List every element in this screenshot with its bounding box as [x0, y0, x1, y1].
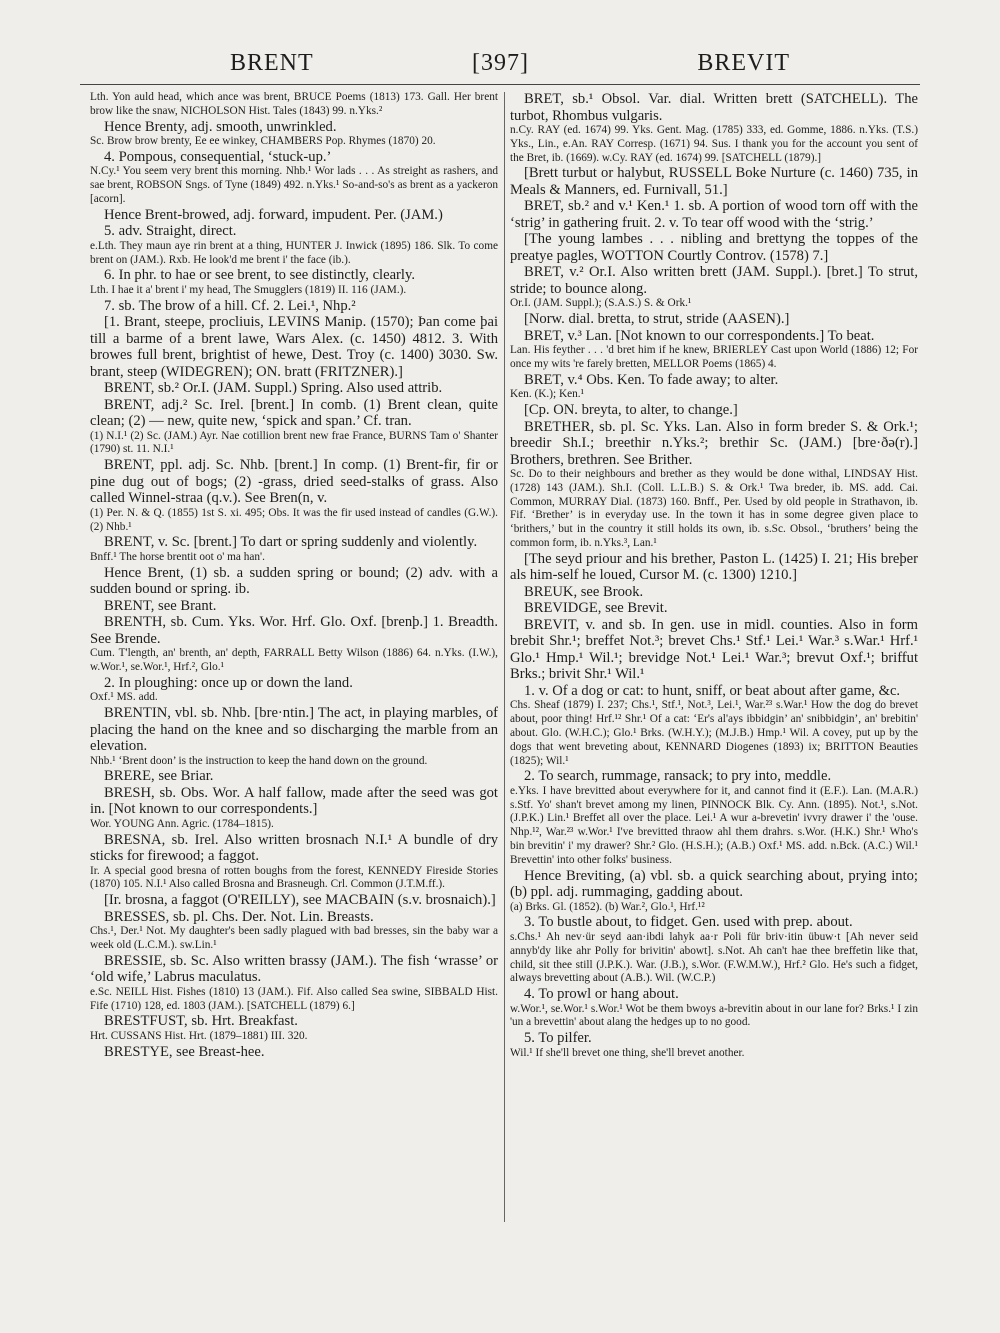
entry-paragraph: BRET, v.² Or.I. Also written brett (JAM. Suppl.). [bret.] To strut, stride; to bounce along. [510, 264, 918, 297]
entry-paragraph: 1. v. Of a dog or cat: to hunt, sniff, or beat about after game, &c. [524, 682, 901, 699]
citation-paragraph: Oxf.¹ MS. add. [90, 691, 158, 704]
entry-paragraph: BREUK, see Brook. [524, 583, 644, 600]
entry-paragraph: BREVIT, v. and sb. In gen. use in midl. counties. Also in form brebit Shr.¹; breffet Not.³; brevet Chs.¹ Stf.¹ Lei.¹ War.³ s.War.¹ Hrf.¹ Glo.¹ Hmp.¹ Wil.¹; brevidge Not.¹ Lei.¹ War.³; brevut Oxf.¹; briffut Brks.; brivit Shr.¹ Wil.¹ [510, 616, 918, 683]
entry-paragraph: BRET, sb.² and v.¹ Ken.¹ 1. sb. A portion of wood torn off with the ‘strig’ in gathering fruit. 2. v. To tear off wood with the ‘strig.’ [510, 198, 918, 231]
left-column [90, 91, 498, 1231]
entry-paragraph: 3. To bustle about, to fidget. Gen. used with prep. about. [524, 914, 853, 931]
running-header [80, 50, 920, 82]
entry-paragraph: BRESSIE, sb. Sc. Also written brassy (JAM.). The fish ‘wrasse’ or ‘old wife,’ Labrus maculatus. [90, 952, 498, 986]
entry-paragraph: Hence Breviting, (a) vbl. sb. a quick searching about, prying into; (b) ppl. adj. rummaging, gadding about. [510, 867, 918, 901]
citation-paragraph: Ir. A special good bresna of rotten boughs from the forest, KENNEDY Fireside Stories (1870) 105. N.I.¹ Also called Brosna and Brasneugh. Crl. Common (J.T.M.ff.). [90, 864, 498, 891]
entry-paragraph: BRENT, see Brant. [104, 597, 217, 614]
entry-paragraph: BRESNA, sb. Irel. Also written brosnach N.I.¹ A bundle of dry sticks for firewood; a faggot. [90, 831, 498, 865]
entry-paragraph: BRENT, ppl. adj. Sc. Nhb. [brent.] In comp. (1) Brent-fir, fir or pine dug out of bogs; (2) -grass, dried seed-stalks of grass. Also called Winnel-straa (q.v.). See Bren(n, v. [90, 457, 498, 507]
entry-paragraph: BRET, v.⁴ Obs. Ken. To fade away; to alter. [524, 371, 779, 388]
citation-paragraph: Chs.¹, Der.¹ Not. My daughter's been sadly plagued with bad bresses, sin the baby war a week old (L.C.M.). sw.Lin.¹ [90, 925, 498, 952]
entry-paragraph: BRESH, sb. Obs. Wor. A half fallow, made after the seed was got in. [Not known to our correspondents.] [90, 784, 498, 818]
citation-paragraph: s.Chs.¹ Ah nev·ür seyd aan·ibdi lahyk aa·r Poli für briv·itin übuw·t [Ah never seid annyb'dy like ahr Polly for brivitin' abowt]. s.Not. Ah can't hae thee breffetin like that, child, sit thee still (J.P.K.). War. (J.B.), s.Wor. (F.W.M.W.), Hrf.² Glo. He's such a fidget, always brevetting about (A.B.). Wil. (W.C.P.) [510, 930, 918, 985]
entry-paragraph: BRENTIN, vbl. sb. Nhb. [bre·ntin.] The act, in playing marbles, of placing the hand on the knee and so discharging the marble from an elevation. [90, 705, 498, 755]
entry-paragraph: BRETHER, sb. pl. Sc. Yks. Lan. Also in form breder S. & Ork.¹; breedir Sh.I.; breethir n.Yks.²; brethir Sc. (JAM.) [bre·ðə(r).] Brothers, brethren. See Brither. [510, 418, 918, 468]
citation-paragraph: Cum. T'length, an' brenth, an' depth, FARRALL Betty Wilson (1886) 64. n.Yks. (I.W.), w.Wor.¹, se.Wor.¹, Hrf.², Glo.¹ [90, 647, 498, 673]
entry-paragraph: Hence Brenty, adj. smooth, unwrinkled. [104, 118, 337, 135]
column-divider [504, 92, 505, 1222]
citation-paragraph: e.Sc. NEILL Hist. Fishes (1810) 13 (JAM.). Fif. Also called Sea swine, SIBBALD Hist. Fife (1710) 128, ed. 1803 (JAM.). [SATCHELL (1879) 6.] [90, 985, 498, 1012]
header-right-headword: BREVIT [697, 50, 790, 76]
citation-paragraph: Or.I. (JAM. Suppl.); (S.A.S.) S. & Ork.¹ [510, 297, 692, 310]
entry-paragraph: [The young lambes . . . nibling and brettyng the toppes of the preatye pagles, WOTTON Courtly Controv. (1578) 7.] [510, 231, 918, 264]
header-rule [80, 84, 920, 85]
entry-paragraph: BRERE, see Briar. [104, 768, 214, 785]
entry-paragraph: [1. Brant, steepe, procliuis, LEVINS Manip. (1570); Þan come þai till a barme of a brent lawe, Wars Alex. (c. 1450) 4812. 3. With browes full brent, brightist of hewe, Dest. Troy (c. 1400) 3030. Sw. brant, steep (WIDEGREN); ON. bratt (FRITZNER).] [90, 314, 498, 380]
entry-paragraph: BREVIDGE, see Brevit. [524, 600, 668, 617]
citation-paragraph: Ken. (K.); Ken.¹ [510, 388, 584, 401]
entry-paragraph: BRENT, v. Sc. [brent.] To dart or spring suddenly and violently. [104, 534, 478, 551]
citation-paragraph: (a) Brks. Gl. (1852). (b) War.², Glo.¹, Hrf.¹² [510, 900, 705, 913]
entry-paragraph: Hence Brent-browed, adj. forward, impudent. Per. (JAM.) [104, 206, 443, 223]
entry-paragraph: 7. sb. The brow of a hill. Cf. 2. Lei.¹, Nhp.² [104, 297, 356, 314]
citation-paragraph: Sc. Do to their neighbours and brether as they would be done withal, LINDSAY Hist. (1728) 143 (JAM.). Sh.I. (Coll. L.L.B.) S. & Ork.¹ Twa breder, ib. MS. add. Cai. Common, MURRAY Dial. (1873) 160. Bnff., Per. Used by old people in Strathavon, ib. Fif. ‘Brether’ is in everyday use. In the town it has in some degree given place to ‘brithers,’ but in the country it still holds its own, ib. s.Sc. Obsol., ‘bruthers’ being the common form, ib. n.Yks.³, Lan.¹ [510, 468, 918, 550]
entry-paragraph: BRENT, sb.² Or.I. (JAM. Suppl.) Spring. Also used attrib. [104, 380, 443, 397]
entry-paragraph: 2. To search, rummage, ransack; to pry into, meddle. [524, 768, 832, 785]
entry-paragraph: 2. In ploughing: once up or down the land. [104, 674, 353, 691]
entry-paragraph: 5. adv. Straight, direct. [104, 223, 237, 240]
citation-paragraph: N.Cy.¹ You seem very brent this morning. Nhb.¹ Wor lads . . . As streight as rashers, and sae brent, ROBSON Sngs. of Tyne (1849) 492. n.Yks.¹ So-and-so's as brent as a yackeron [acorn]. [90, 165, 498, 205]
entry-paragraph: BRESSES, sb. pl. Chs. Der. Not. Lin. Breasts. [104, 908, 374, 925]
entry-paragraph: [The seyd priour and his brether, Paston L. (1425) I. 21; His breþer als him-self he loued, Cursor M. (c. 1300) 1210.] [510, 550, 918, 584]
header-left-headword: BRENT [230, 50, 314, 76]
entry-paragraph: BRET, sb.¹ Obsol. Var. dial. Written brett (SATCHELL). The turbot, Rhombus vulgaris. [510, 91, 918, 124]
citation-paragraph: Lan. His feyther . . . 'd bret him if he knew, BRIERLEY Cast upon World (1886) 12; For once my wits 're farely bretten, MELLOR Poems (1865) 4. [510, 344, 918, 370]
entry-paragraph: BRET, v.³ Lan. [Not known to our correspondents.] To beat. [524, 327, 875, 344]
citation-paragraph: Bnff.¹ The horse brentit oot o' ma han'. [90, 550, 265, 563]
right-column [510, 91, 918, 1231]
citation-paragraph: Lth. Yon auld head, which ance was brent, BRUCE Poems (1813) 173. Gall. Her brent brow like the snaw, NICHOLSON Hist. Tales (1843) 99. n.Yks.² [90, 91, 498, 117]
entry-paragraph: BRESTFUST, sb. Hrt. Breakfast. [104, 1013, 298, 1030]
entry-paragraph: BRESTYE, see Breast-hee. [104, 1043, 265, 1060]
entry-paragraph: [Cp. ON. breyta, to alter, to change.] [524, 402, 738, 419]
entry-paragraph: [Norw. dial. bretta, to strut, stride (AASEN).] [524, 311, 790, 328]
citation-paragraph: Wil.¹ If she'll brevet one thing, she'll brevet another. [510, 1046, 745, 1059]
entry-paragraph: [Ir. brosna, a faggot (O'REILLY), see MACBAIN (s.v. brosnaich).] [104, 892, 496, 909]
citation-paragraph: w.Wor.¹, se.Wor.¹ s.Wor.¹ Wot be them bwoys a-brevitin about in our lane for? Brks.¹ I zin 'un a brevettin' about alang the hedges up to no good. [510, 1002, 918, 1029]
entry-paragraph: 5. To pilfer. [524, 1030, 592, 1047]
citation-paragraph: n.Cy. RAY (ed. 1674) 99. Yks. Gent. Mag. (1785) 333, ed. Gomme, 1886. n.Yks. (T.S.) Yks., Lin., e.An. RAY Corresp. (1671) 94. Sus. I thank you for the account you sent of the Bret, ib. (1669). w.Cy. RAY (ed. 1674) 99. [SATCHELL (1879).] [510, 124, 918, 164]
citation-paragraph: Hrt. CUSSANS Hist. Hrt. (1879–1881) III. 320. [90, 1029, 308, 1042]
entry-paragraph: 4. Pompous, consequential, ‘stuck-up.’ [104, 148, 332, 165]
citation-paragraph: e.Yks. I have brevitted about everywhere for it, and cannot find it (E.F.). Lan. (M.A.R.) s.Stf. Yo' shan't brevet among my linen, PINNOCK Blk. Cy. Ann. (1895). Not.¹, s.Not. (J.P.K.) Lin.¹ Breffet all over the place. Lei.¹ A wur a-brevetin' ivvry drawer i' the 'ouse. Nhp.¹², War.²³ w.Wor.¹ I've brevitted thraow ahl them drahrs. s.Wor. (H.K.) Shr.¹ Who's bin brevitin' i' my drawer? Shr.² Glo. (H.S.H.); (A.B.) Oxf.¹ MS. add. n.Bck. (A.C.) Wil.¹ Brevettin' into other folks' business. [510, 784, 918, 866]
entry-paragraph: Hence Brent, (1) sb. a sudden spring or bound; (2) adv. with a sudden bound or spring. ib. [90, 564, 498, 598]
citation-paragraph: e.Lth. They maun aye rin brent at a thing, HUNTER J. Inwick (1895) 186. Slk. To come brent on (JAM.). Rxb. He look'd me brent i' the face (ib.). [90, 239, 498, 266]
citation-paragraph: Nhb.¹ ‘Brent doon’ is the instruction to keep the hand down on the ground. [90, 754, 428, 767]
citation-paragraph: (1) Per. N. & Q. (1855) 1st S. xi. 495; Obs. It was the fir used instead of candles (G.W.). (2) Nhb.¹ [90, 506, 498, 533]
citation-paragraph: Lth. I hae it a' brent i' my head, The Smugglers (1819) II. 116 (JAM.). [90, 283, 407, 296]
citation-paragraph: Sc. Brow brow brenty, Ee ee winkey, CHAMBERS Pop. Rhymes (1870) 20. [90, 135, 436, 148]
entry-paragraph: BRENT, adj.² Sc. Irel. [brent.] In comb. (1) Brent clean, quite clean; (2) — new, quite new, ‘spick and span.’ Cf. tran. [90, 396, 498, 430]
entry-paragraph: 4. To prowl or hang about. [524, 986, 679, 1003]
page-number: [397] [472, 50, 529, 76]
citation-paragraph: (1) N.I.¹ (2) Sc. (JAM.) Ayr. Nae cotillion brent new frae France, BURNS Tam o' Shanter (1790) st. 11. N.I.¹ [90, 429, 498, 456]
entry-paragraph: [Brett turbut or halybut, RUSSELL Boke Nurture (c. 1460) 735, in Meals & Manners, ed. Furnivall, 51.] [510, 165, 918, 198]
citation-paragraph: Chs. Sheaf (1879) I. 237; Chs.¹, Stf.¹, Not.³, Lei.¹, War.²³ s.War.¹ How the dog do brevet about, poor thing! Hrf.¹² Shr.¹ Of a cat: ‘Er's al'ays ibbidgin’ an' snibbidgin’, an' brebitin' about. Glo. (W.H.C.); Glo.¹ Brks. (W.H.Y.); (M.J.B.) Hmp.¹ Wil. A covey, put up by the dogs that went breveting about, KENNARD Diogenes (1893) ix; BRITTON Beauties (1825); Wil.¹ [510, 699, 918, 767]
entry-paragraph: 6. In phr. to hae or see brent, to see distinctly, clearly. [104, 267, 415, 284]
citation-paragraph: Wor. YOUNG Ann. Agric. (1784–1815). [90, 817, 274, 830]
entry-paragraph: BRENTH, sb. Cum. Yks. Wor. Hrf. Glo. Oxf. [brenþ.] 1. Breadth. See Brende. [90, 614, 498, 647]
